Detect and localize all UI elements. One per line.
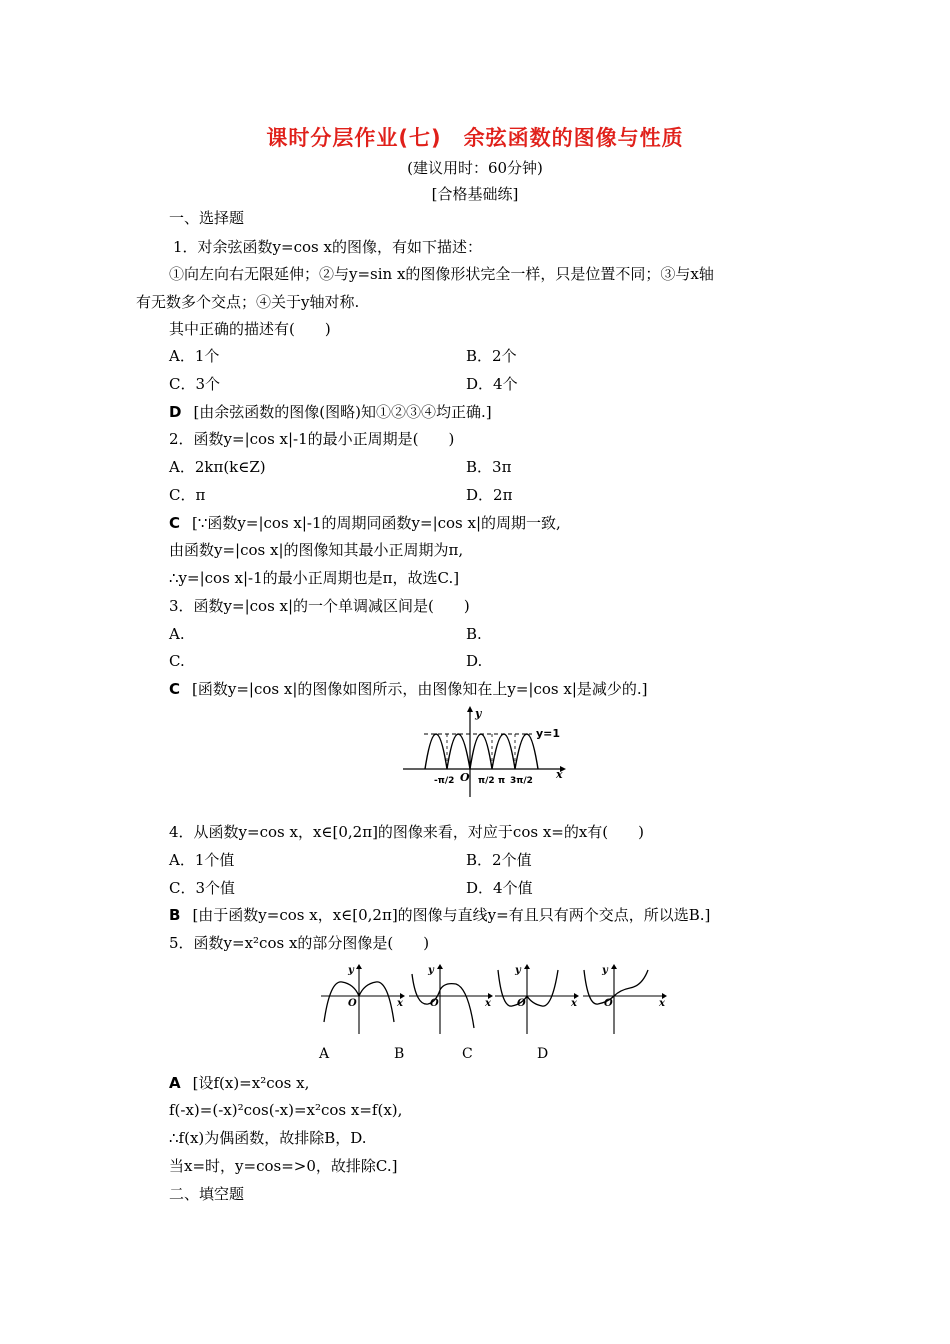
page-title: 课时分层作业(七) 余弦函数的图像与性质 xyxy=(266,126,684,150)
abs-cos-curve xyxy=(425,734,538,769)
q3-option-c: C. xyxy=(169,652,185,670)
answer-key: C xyxy=(169,514,181,532)
y-axis-label: y xyxy=(475,707,482,720)
graph-option-a xyxy=(321,964,405,1034)
origin: O xyxy=(348,998,357,1009)
q2-option-d: D．2π xyxy=(466,486,513,504)
q5-graphs xyxy=(318,960,668,1040)
question-4: 4．从函数y=cos x，x∈[0,2π]的图像来看，对应于cos x=的x有( ) xyxy=(169,823,645,841)
section-fill-blank: 二、填空题 xyxy=(169,1185,245,1203)
graph-option-b xyxy=(409,964,493,1034)
q3-option-b: B. xyxy=(466,625,482,643)
q4-option-d: D．4个值 xyxy=(466,879,533,897)
answer-text: [由余弦函数的图像(图略)知①②③④均正确.] xyxy=(193,403,492,421)
axis-x: x xyxy=(571,998,577,1009)
question-1-prompt: 其中正确的描述有( ) xyxy=(169,320,331,338)
origin: O xyxy=(430,998,439,1009)
q1-option-b: B．2个 xyxy=(466,347,517,365)
q5-label-c: C xyxy=(462,1046,473,1062)
tick-pi: π xyxy=(498,776,506,786)
hline-label: y=1 xyxy=(536,727,561,740)
x-axis-label: x xyxy=(556,768,563,781)
answer-4 xyxy=(169,905,710,925)
y-axis-arrow xyxy=(467,706,473,712)
answer-1 xyxy=(169,402,492,422)
question-1-desc-a: ①向左向右无限延伸；②与y=sin x的图像形状完全一样，只是位置不同；③与x轴 xyxy=(169,265,714,283)
tick-three-half-pi: 3π/2 xyxy=(510,776,533,786)
axis-x: x xyxy=(485,998,491,1009)
answer-key: D xyxy=(169,403,182,421)
question-1: 1．对余弦函数y=cos x的图像，有如下描述： xyxy=(173,238,482,256)
answer-5-line-b: f(-x)=(-x)²cos(-x)=x²cos x=f(x), xyxy=(169,1101,403,1119)
answer-text: [设f(x)=x²cos x, xyxy=(192,1074,310,1092)
q1-option-c: C．3个 xyxy=(169,375,221,393)
q3-option-a: A. xyxy=(169,625,185,643)
graph-option-c xyxy=(495,964,579,1034)
q4-option-a: A．1个值 xyxy=(169,851,235,869)
question-1-desc-b: 有无数多个交点；④关于y轴对称. xyxy=(136,293,360,311)
answer-key: A xyxy=(169,1074,181,1092)
q2-option-c: C．π xyxy=(169,486,206,504)
answer-text: [由于函数y=cos x，x∈[0,2π]的图像与直线y=有且只有两个交点，所以选B.] xyxy=(192,906,711,924)
axis-y: y xyxy=(602,965,608,976)
q2-option-b: B．3π xyxy=(466,458,512,476)
q1-option-d: D．4个 xyxy=(466,375,518,393)
q5-label-a: A xyxy=(319,1046,330,1062)
q2-option-a: A．2kπ(k∈Z) xyxy=(169,458,266,476)
axis-x: x xyxy=(397,998,403,1009)
section-label: [合格基础练] xyxy=(431,185,519,203)
q5-label-d: D xyxy=(537,1046,549,1062)
section-choice: 一、选择题 xyxy=(169,209,245,227)
axis-y: y xyxy=(515,965,521,976)
answer-5-line-c: ∴f(x)为偶函数，故排除B，D. xyxy=(169,1129,367,1147)
graph-option-d xyxy=(583,964,667,1034)
axis-y: y xyxy=(348,965,354,976)
q4-option-c: C．3个值 xyxy=(169,879,236,897)
q1-option-a: A．1个 xyxy=(169,347,220,365)
answer-key: C xyxy=(169,680,181,698)
answer-3 xyxy=(169,679,648,699)
answer-5 xyxy=(169,1073,309,1093)
tick-half-pi: π/2 xyxy=(478,776,495,786)
answer-key: B xyxy=(169,906,181,924)
q4-option-b: B．2个值 xyxy=(466,851,532,869)
q5-label-b: B xyxy=(394,1046,405,1062)
question-3: 3．函数y=|cos x|的一个单调减区间是( ) xyxy=(169,597,470,615)
answer-text: [∵函数y=|cos x|-1的周期同函数y=|cos x|的周期一致, xyxy=(192,514,561,532)
answer-5-line-d: 当x=时，y=cos=>0，故排除C.] xyxy=(169,1157,398,1175)
question-5: 5．函数y=x²cos x的部分图像是( ) xyxy=(169,934,430,952)
answer-2 xyxy=(169,513,561,533)
time-hint: (建议用时：60分钟) xyxy=(407,159,543,177)
answer-2-line-b: 由函数y=|cos x|的图像知其最小正周期为π, xyxy=(169,541,464,559)
axis-y: y xyxy=(428,965,434,976)
axis-x: x xyxy=(659,998,665,1009)
origin: O xyxy=(517,998,526,1009)
origin-label: O xyxy=(460,771,470,784)
question-2: 2．函数y=|cos x|-1的最小正周期是( ) xyxy=(169,430,455,448)
q3-option-d: D. xyxy=(466,652,483,670)
origin: O xyxy=(604,998,613,1009)
tick-neg-half-pi: -π/2 xyxy=(434,776,455,786)
answer-text: [函数y=|cos x|的图像如图所示，由图像知在上y=|cos x|是减少的.] xyxy=(192,680,648,698)
answer-2-line-c: ∴y=|cos x|-1的最小正周期也是π，故选C.] xyxy=(169,569,460,587)
abs-cos-graph xyxy=(400,703,572,799)
